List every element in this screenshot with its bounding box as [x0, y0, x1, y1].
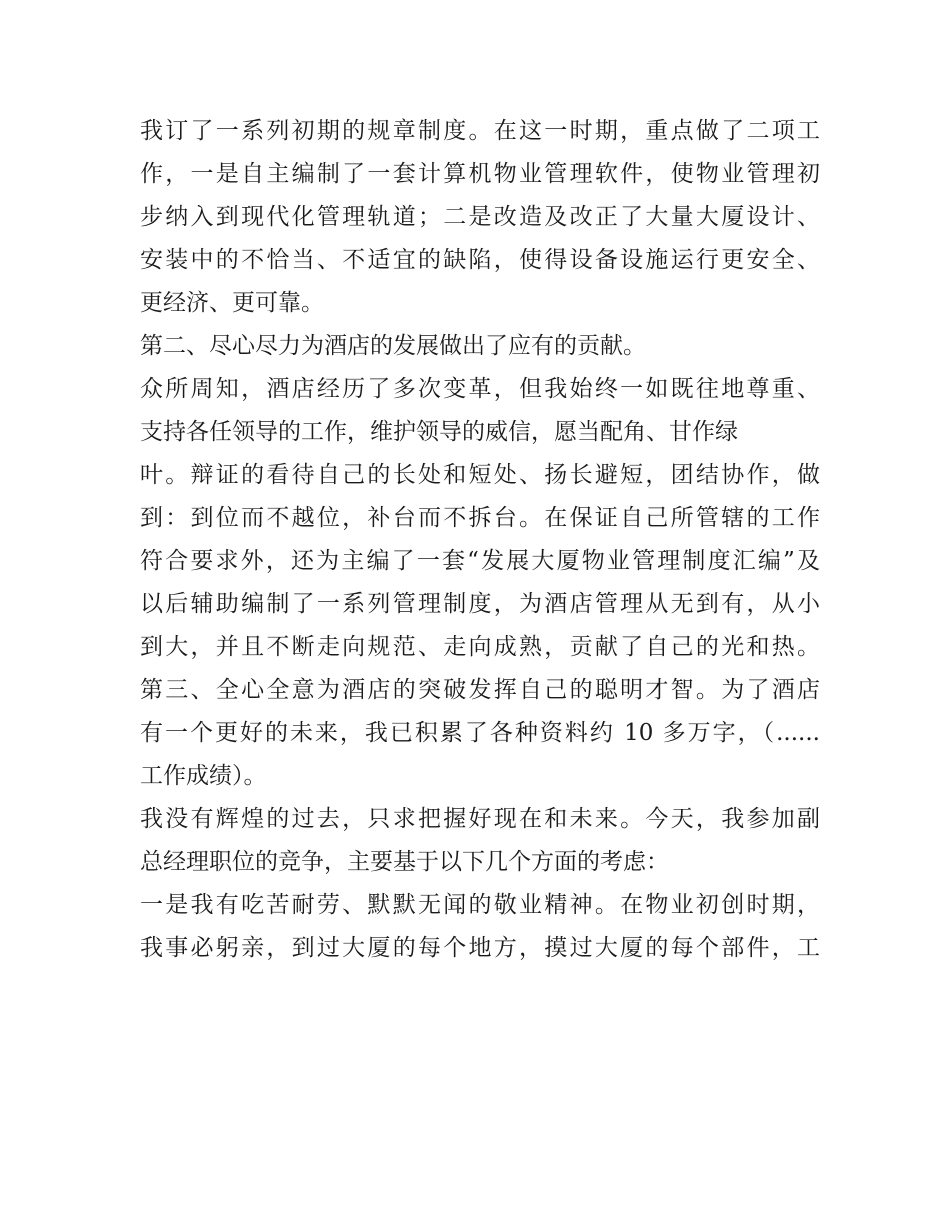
text-line: 叶。辩证的看待自己的长处和短处、扬长避短，团结协作，做: [140, 462, 820, 488]
text-line: 支持各任领导的工作，维护领导的威信，愿当配角、甘作绿: [140, 419, 738, 445]
section-heading-2: 第二、尽心尽力为酒店的发展做出了应有的贡献。: [140, 333, 646, 359]
text-line: 众所周知，酒店经历了多次变革，但我始终一如既往地尊重、: [140, 376, 820, 402]
text-line: 总经理职位的竞争，主要基于以下几个方面的考虑：: [140, 849, 669, 875]
text-line: 步纳入到现代化管理轨道；二是改造及改正了大量大厦设计、: [140, 204, 820, 230]
text-line: 工作成绩）。: [140, 763, 267, 789]
text-line: 安装中的不恰当、不适宜的缺陷，使得设备设施运行更安全、: [140, 247, 820, 273]
text-line: 到大，并且不断走向规范、走向成熟，贡献了自己的光和热。: [140, 634, 820, 660]
section-heading-3: 第三、全心全意为酒店的突破发挥自己的聪明才智。为了酒店: [140, 677, 820, 703]
text-line: 有一个更好的未来，我已积累了各种资料约 10 多万字，（......: [140, 720, 820, 746]
text-line: 作，一是自主编制了一套计算机物业管理软件，使物业管理初: [140, 161, 820, 187]
text-line: 以后辅助编制了一系列管理制度，为酒店管理从无到有，从小: [140, 591, 820, 617]
text-line: 我订了一系列初期的规章制度。在这一时期，重点做了二项工: [140, 118, 820, 144]
text-line: 我没有辉煌的过去，只求把握好现在和未来。今天，我参加副: [140, 806, 820, 832]
document-body: [140, 110, 820, 970]
text-line: 我事必躬亲，到过大厦的每个地方，摸过大厦的每个部件，工: [140, 935, 820, 961]
text-line: 一是我有吃苦耐劳、默默无闻的敬业精神。在物业初创时期，: [140, 892, 820, 918]
text-line: 到：到位而不越位，补台而不拆台。在保证自己所管辖的工作: [140, 505, 820, 531]
text-line: 符合要求外，还为主编了一套“发展大厦物业管理制度汇编”及: [140, 548, 820, 574]
text-line: 更经济、更可靠。: [140, 290, 324, 316]
